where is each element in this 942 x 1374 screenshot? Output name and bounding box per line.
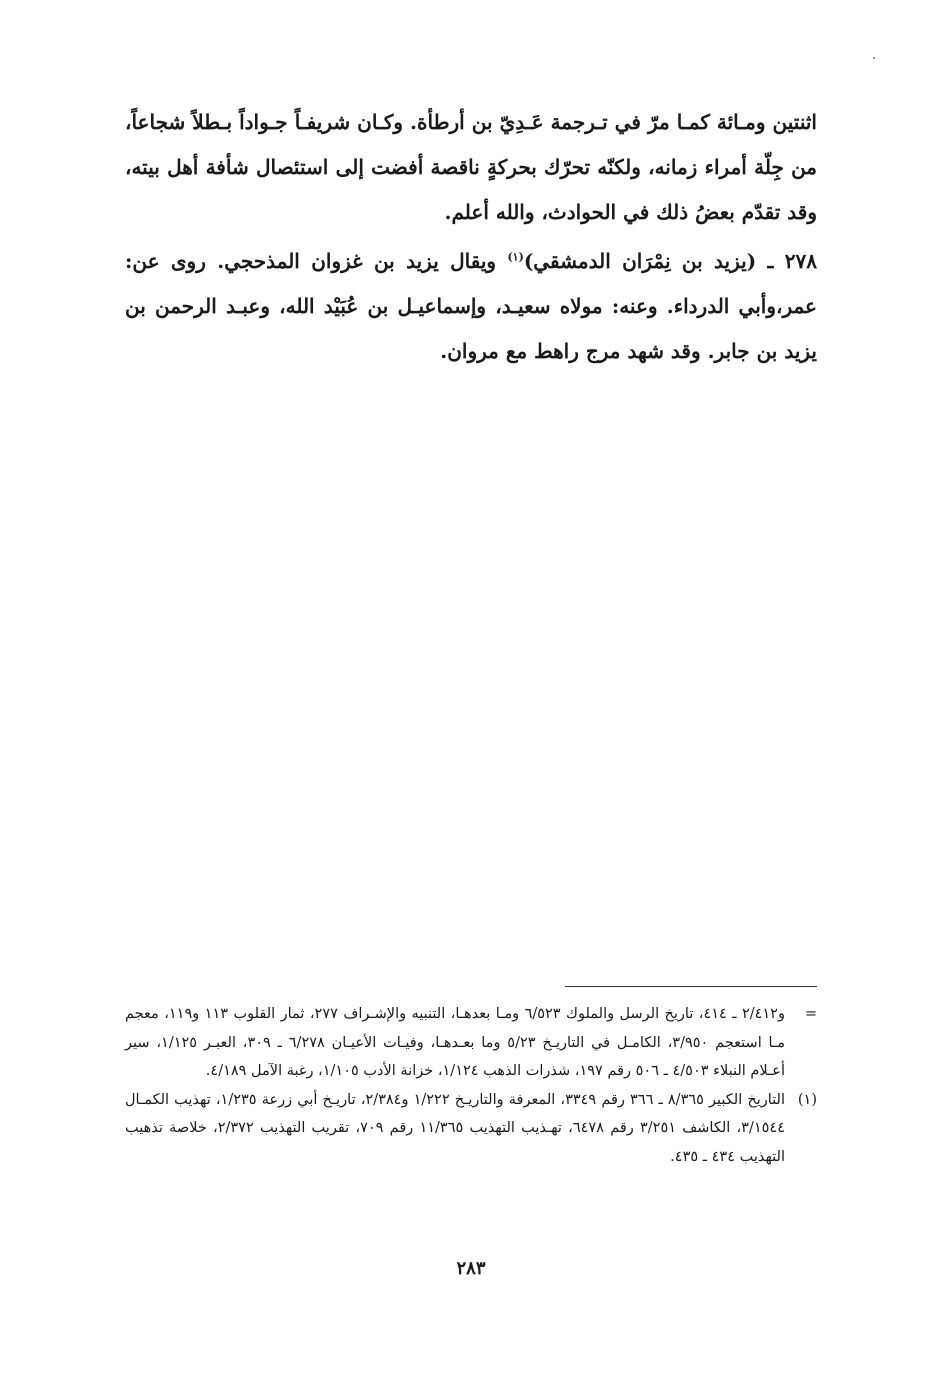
footnote-text: و٢/٤١٢ ـ ٤١٤، تاريخ الرسل والملوك ٦/٥٢٣ ومـا بعدهـا، التنبيه والإشـراف ٢٧٧، ثمار القلوب ١١٣ و١١٩، معجم مـا استعجم ٣/٩٥٠، الكامـل في التاريـخ ٥/٢٣ وما بعـدهـا، وفيـات الأعيـان ٦/٢٧٨ ـ ٣٠٩، العبـر ١/١٢٥، سير أعـلام النبلاء ٤/٥٠٣ ـ ٥٠٦ رقم ١٩٧، شذرات الذهب ١/١٢٤، خزانة الأدب ١/١٠٥، رغبة الآمل ٤/١٨٩.: [125, 1006, 785, 1079]
page-number: ٢٨٣: [456, 1258, 486, 1279]
entry-278: [125, 239, 817, 374]
footnotes: [125, 1000, 817, 1171]
paragraph-continuation: اثنتين ومـائة كمـا مرّ في تـرجمة عَـدِيّ بن أرطأة. وكـان شريفـاً جـواداً بـطلاً شجاعاً، من جِلّة أمراء زمانه، ولكنّه تحرّك بحركةٍ ناقصة أفضت إلى استئصال شأفة أهل بيته، وقد تقدّم بعضُ ذلك في الحوادث، والله أعلم.: [125, 110, 817, 224]
footnote-marker: (١): [797, 1091, 817, 1108]
footnote-text: التاريخ الكبير ٨/٣٦٥ ـ ٣٦٦ رقم ٣٣٤٩، المعرفة والتاريـخ ١/٢٢٢ و٢/٣٨٤، تاريـخ أبي زرعة ١/٢٣٥، تهذيب الكمـال ٣/١٥٤٤، الكاشف ٣/٢٥١ رقم ٦٤٧٨، تهـذيب التهذيب ١١/٣٦٥ رقم ٧٠٩، تقريب التهذيب ٢/٣٧٢، خلاصة تذهيب التهذيب ٤٣٤ ـ ٤٣٥.: [125, 1091, 786, 1165]
footnote-1: [125, 1086, 817, 1172]
footnote-marker: =: [804, 1006, 817, 1022]
page-speck: [873, 57, 875, 59]
footnote-continued: [125, 1000, 817, 1086]
main-text: [125, 100, 817, 374]
footnote-divider: [565, 986, 817, 987]
footnote-reference: (١): [507, 250, 524, 264]
entry-title: ٢٧٨ ـ (يزيد بن نِمْرَان الدمشقي): [523, 249, 817, 273]
entry-text: ويقال يزيد بن غزوان المذحجي. روى عن: عمر،وأبي الدرداء. وعنه: مولاه سعيـد، وإسماعيـل بن عُبَيْد الله، وعبـد الرحمن بن يزيد بن جابر. وقد شهد مرج راهط مع مروان.: [125, 249, 817, 363]
